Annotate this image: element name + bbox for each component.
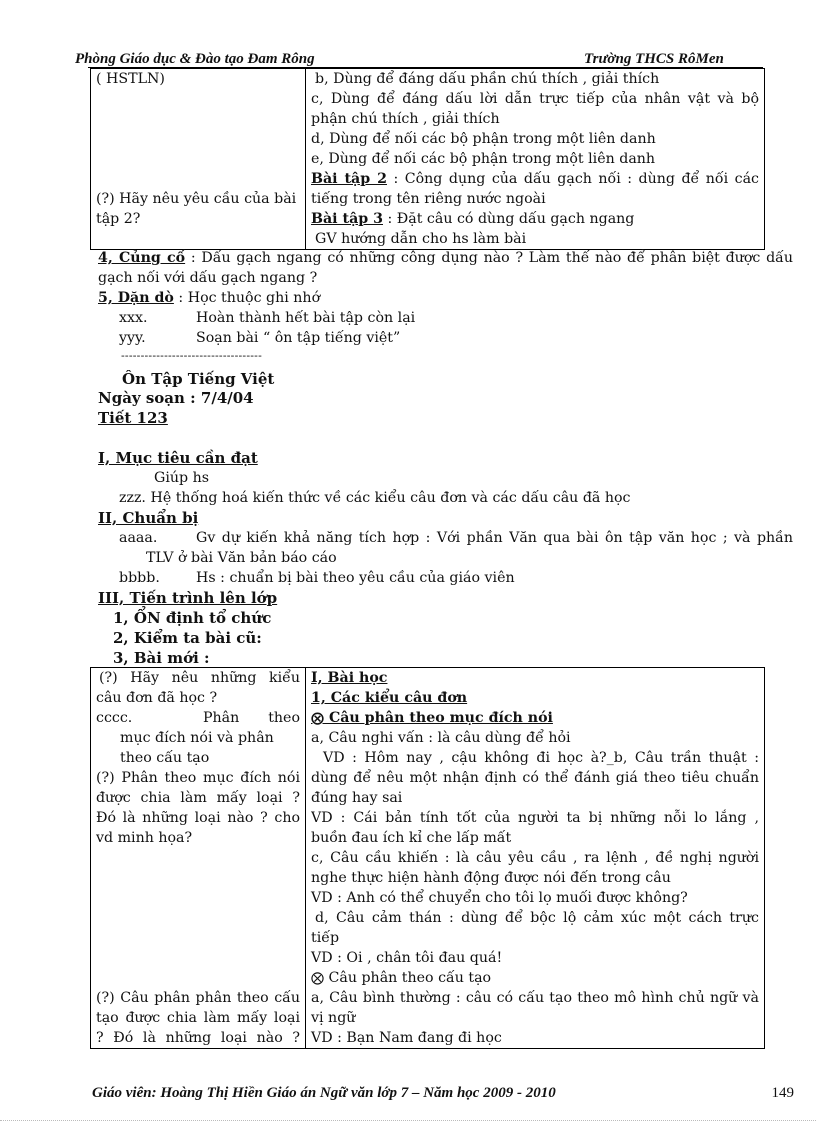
list-item: Soạn bài “ ôn tập tiếng việt”: [196, 330, 401, 346]
table2-right-cell: [306, 668, 765, 1049]
page-edge: [0, 1120, 816, 1121]
period-number: Tiết 123: [98, 409, 168, 427]
table-lesson: [90, 667, 765, 1049]
table1-right-line: phận chú thích , giải thích: [311, 111, 500, 127]
table1-right-line: d, Dùng để nối các bộ phận trong một liên danh: [311, 131, 656, 147]
consolidation-label: 4, Củng cố: [98, 250, 186, 266]
lesson-title: Ôn Tập Tiếng Việt: [122, 370, 275, 388]
table2-right-line: VD : Hôm nay , cậu không đi học à?_b, Câu trần thuật :: [323, 750, 759, 766]
table1-right-line: c, Dùng để đáng dấu lời dẫn trực tiếp của nhân vật và bộ: [311, 91, 759, 107]
list-marker: xxx.: [119, 310, 148, 326]
table2-left-line: (?) Phân theo mục đích nói: [96, 770, 300, 786]
list-item: Hoàn thành hết bài tập còn lại: [196, 310, 416, 326]
subsection-heading: Câu phân theo cấu tạo: [324, 970, 492, 986]
list-item: Gv dự kiến khả năng tích hợp : Với phần Văn qua bài ôn tập văn học ; và phần: [196, 530, 793, 546]
section-procedure-title: III, Tiến trình lên lớp: [98, 589, 278, 607]
table2-left-line: theo cấu tạo: [120, 750, 210, 766]
subsection-heading: 1, Các kiểu câu đơn: [311, 690, 468, 706]
table2-right-line: a, Câu nghi vấn : là câu dùng để hỏi: [311, 730, 571, 746]
prepared-date: Ngày soạn : 7/4/04: [98, 389, 254, 407]
table2-left-line: câu đơn đã học ?: [96, 690, 218, 706]
procedure-step: 1, ỔN định tổ chức: [113, 609, 272, 627]
table2-left-cell: (?) Hãy nêu những kiểu câu đơn đã học ? cccc. Phân theo mục đích nói và phân theo cấu tạo (?) Phân theo mục đích nói được chia làm mấy loại ? Đó là những loại nào ? cho vd minh họa? (?) Câu phân phân theo cấu tạo được chia làm mấy loại ? Đó là những loại nào ?: [91, 668, 306, 1049]
consolidation-block: 4, Củng cố : Dấu gạch ngang có những công dụng nào ? Làm thế nào để phân biệt được dấu gạch nối với dấu gạch ngang ?: [98, 250, 793, 286]
table2-left-line: mục đích nói và phân: [120, 730, 274, 746]
exercise-2-label: Bài tập 2: [311, 171, 387, 187]
table2-left-line: (?) Hãy nêu những kiểu: [99, 670, 300, 686]
table2-right-line: VD : Oi , chân tôi đau quá!: [311, 950, 503, 966]
list-marker: bbbb.: [119, 570, 160, 586]
homework-title: 5, Dặn dò : Học thuộc ghi nhớ: [98, 290, 321, 306]
header-right: Trường THCS RôMen: [584, 51, 724, 67]
separator-line: ------------------------------------: [121, 349, 263, 362]
table-exercises: [90, 68, 765, 250]
table1-left-line: tập 2?: [96, 211, 141, 227]
table1-right-line: Bài tập 2 : Công dụng của dấu gạch nối : dùng để nối các: [311, 171, 759, 187]
table2-right-line: c, Câu cầu khiến : là câu yêu cầu , ra lệnh , đề nghị người: [311, 850, 759, 866]
table2-right-line: vị ngữ: [311, 1010, 356, 1026]
table1-right-line: tiếng trong tên riêng nước ngoài: [311, 191, 546, 207]
circled-x-icon: ⨂: [311, 971, 324, 986]
table1-right-line: Bài tập 3 : Đặt câu có dùng dấu gạch ngang: [311, 211, 635, 227]
procedure-step: 2, Kiểm ta bài cũ:: [113, 629, 262, 647]
table2-left-line: (?) Câu phân phân theo cấu: [96, 990, 300, 1006]
header-left: Phòng Giáo dục & Đào tạo Đam Rông: [75, 51, 315, 67]
table2-right-line: buồn đau ích kỉ che lấp mất: [311, 830, 512, 846]
circled-x-icon: ⨂: [311, 711, 324, 726]
table1-left-line: (?) Hãy nêu yêu cầu của bài: [96, 191, 297, 207]
table2-right-line: VD : Cái bản tính tốt của người ta bị những nỗi lo lắng ,: [311, 810, 759, 826]
section-objectives-title: I, Mục tiêu cần đạt: [98, 449, 258, 467]
lesson-heading: I, Bài học: [311, 670, 388, 686]
table2-right-line: a, Câu bình thường : câu có cấu tạo theo mô hình chủ ngữ và: [311, 990, 759, 1006]
exercise-3-label: Bài tập 3: [311, 211, 383, 227]
table1-right-cell: [306, 69, 765, 250]
table2-left-line: ? Đó là những loại nào ?: [96, 1030, 300, 1046]
table2-right-line: VD : Bạn Nam đang đi học: [311, 1030, 502, 1046]
list-marker: yyy.: [119, 330, 146, 346]
section-preparation-title: II, Chuẩn bị: [98, 509, 199, 527]
table2-left-line: Đó là những loại nào ? cho: [96, 810, 300, 826]
list-item-continued: TLV ở bài Văn bản báo cáo: [146, 550, 337, 566]
table1-left-line: ( HSTLN): [96, 71, 165, 87]
table2-right-line: d, Câu cảm thán : dùng để bộc lộ cảm xúc một cách trực: [315, 910, 759, 926]
page-number: 149: [771, 1085, 794, 1101]
table2-left-line: được chia làm mấy loại ?: [96, 790, 300, 806]
objectives-help: Giúp hs: [154, 470, 210, 486]
table2-right-line: tiếp: [311, 930, 340, 946]
table2-right-line: dùng để nêu một nhận định có thể đánh giá theo tiêu chuẩn: [311, 770, 759, 786]
table1-right-line: GV hướng dẫn cho hs làm bài: [315, 231, 527, 247]
procedure-step: 3, Bài mới :: [113, 649, 210, 667]
list-item: Hs : chuẩn bị bài theo yêu cầu của giáo viên: [196, 570, 515, 586]
table2-left-line: tạo được chia làm mấy loại: [96, 1010, 300, 1026]
table1-right-line: e, Dùng để nối các bộ phận trong một liên danh: [311, 151, 656, 167]
table1-left-cell: [91, 69, 306, 250]
table2-left-line: vd minh họa?: [96, 830, 193, 846]
list-marker: aaaa.: [119, 530, 158, 546]
list-marker: cccc.: [96, 710, 133, 726]
table2-right-line: đúng hay sai: [311, 790, 403, 806]
footer-text: Giáo viên: Hoàng Thị Hiền Giáo án Ngữ văn lớp 7 – Năm học 2009 - 2010: [92, 1085, 556, 1101]
table1-right-line: b, Dùng để đáng dấu phần chú thích , giải thích: [315, 71, 660, 87]
table2-right-line: nghe thực hiện hành động được nói đến trong câu: [311, 870, 671, 886]
table2-right-line: VD : Anh có thể chuyển cho tôi lọ muối được không?: [311, 890, 688, 906]
objectives-item: zzz. Hệ thống hoá kiến thức về các kiểu câu đơn và các dấu câu đã học: [119, 490, 631, 506]
subsection-heading: Câu phân theo mục đích nói: [324, 710, 553, 726]
